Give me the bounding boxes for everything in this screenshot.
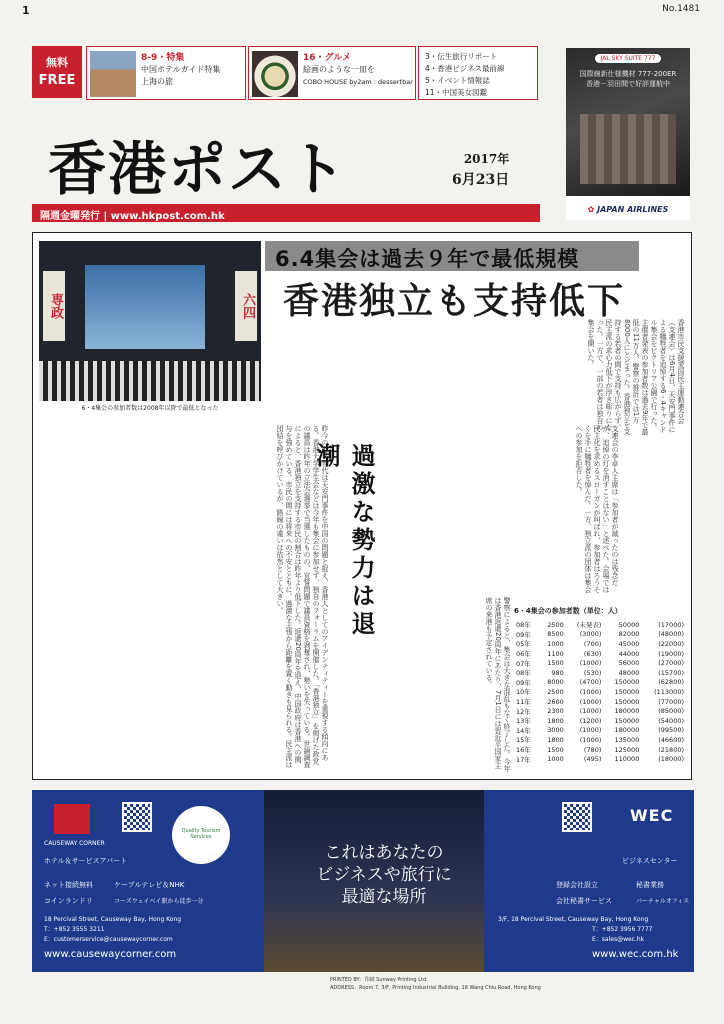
free-badge-jp: 無料 [46,56,68,69]
body-column: 警察によると、集会は大きな混乱もなく終了した。今年は香港返還20周年にあたり、7月1日には習近平国家主席の来港も予定されている。 [485,597,511,772]
hotel-photo-icon [90,51,136,97]
table-cell: (1000) [579,659,602,668]
table-cell: 150000 [614,687,640,696]
table-cell: (77000) [658,697,684,706]
table-cell: (1000) [579,687,602,696]
table-row [514,678,686,688]
masthead-logo: 香港ポスト [48,135,349,203]
table-row [514,639,686,649]
qr-code-icon[interactable] [562,802,592,832]
table-cell: 50000 [618,620,640,629]
banner-left: 専政 [43,271,65,341]
table-cell: (18000) [658,755,684,764]
ad-tagline [294,842,474,908]
tagline-line: これはあなたの [324,843,444,863]
story-kicker: 6.4集会は過去９年で最低規模 [265,241,639,271]
index-item[interactable]: 4・香港ビジネス最前線 [425,64,505,73]
teaser-gourmet[interactable] [248,46,416,100]
story-subhead: 過激な勢力は退潮 [312,443,376,639]
left-service: コーズウェイベイ駅から徒歩一分 [114,898,204,905]
bottom-advertisement[interactable] [32,790,694,972]
table-cell: 180000 [614,726,640,735]
free-badge [32,46,82,98]
table-cell: (54000) [658,716,684,725]
table-cell: 8000 [547,678,564,687]
table-cell: 82000 [618,630,640,639]
table-cell: 08年 [516,621,531,630]
table-cell: 09年 [516,678,531,687]
table-cell: (1200) [579,716,602,725]
index-item[interactable]: 5・イベント情報誌 [425,76,490,85]
crowd [39,361,261,401]
table-cell: (17000) [658,620,684,629]
table-cell: 1500 [547,659,564,668]
teaser-line: COBO HOUSE by2am : dessertbar [303,78,413,86]
banner-right: 六四 [235,271,257,341]
table-row [514,620,686,630]
left-service: ネット接続無料 [44,881,93,889]
jal-advertisement[interactable] [566,48,690,220]
participation-table [514,620,686,764]
table-cell: (495) [583,755,602,764]
table-cell: (780) [583,745,602,754]
table-cell: 125000 [614,745,640,754]
lead-text: 香港市民支援愛国民主運動連合会（支連会）は6月4日、天安門事件による犠牲者を追悼する6・4キャンドル集会をビクトリア公園で行った。主催者発表の参加者数は過去9年で最低の11万人、警察の推計では1万8000人にとどまった。香港独立を支持する若者の間で支持も広がらず、民主派の求心力低下が浮き彫りになった。一方で、一部の若者は独自の集会を開いた。 [587,319,685,436]
teaser-line: 絵画のような一皿を [303,65,375,74]
dessert-photo-icon [252,51,298,97]
table-cell: (19000) [658,649,684,658]
left-brand: CAUSEWAY CORNER [44,840,105,847]
index-box [418,46,538,100]
table-cell: 12年 [516,707,531,716]
teaser-pages: 8-9・特集 [141,53,185,63]
table-cell: (62800) [658,678,684,687]
jal-brand-name: JAPAN AIRLINES [597,205,669,214]
teaser-line: 上海の旅 [141,77,173,86]
table-cell: 13年 [516,717,531,726]
table-cell: 1800 [547,735,564,744]
left-url[interactable]: www.causewaycorner.com [44,949,177,960]
table-cell: 14年 [516,726,531,735]
table-row [514,706,686,716]
teaser-line: 中国ホテルガイド特集 [141,65,221,74]
table-cell: 2600 [547,697,564,706]
table-cell: 08年 [516,669,531,678]
table-cell: 2500 [547,620,564,629]
table-cell: 45000 [618,639,640,648]
table-cell: 11年 [516,698,531,707]
right-address: 3/F, 18 Percival Street, Causeway Bay, Hong Kong [498,916,649,923]
table-cell: (未発表) [576,621,602,630]
table-cell: 1000 [547,755,564,764]
table-cell: 8500 [547,630,564,639]
left-address: 18 Percival Street, Causeway Bay, Hong Kong [44,916,182,923]
qr-code-icon[interactable] [122,802,152,832]
table-cell: 3000 [547,726,564,735]
table-cell: (48000) [658,630,684,639]
table-row [514,735,686,745]
table-cell: 2500 [547,687,564,696]
table-cell: (99500) [658,726,684,735]
table-row [514,687,686,697]
right-url[interactable]: www.wec.com.hk [592,949,679,960]
table-row [514,630,686,640]
table-cell: 150000 [614,697,640,706]
masthead-bar[interactable]: 隔週金曜発行 | www.hkpost.com.hk [32,204,540,222]
right-service: 秘書業務 [636,881,664,889]
table-cell: (27000) [658,659,684,668]
right-email: E：sales@wec.hk [592,936,645,943]
table-cell: (3000) [579,630,602,639]
table-cell: 17年 [516,755,531,764]
table-cell: 56000 [618,659,640,668]
jal-badge: JAL SKY SUITE 777 [595,54,662,63]
table-cell: 1000 [547,639,564,648]
stage-screen [85,265,205,349]
table-cell: 2300 [547,707,564,716]
table-cell: (1000) [579,735,602,744]
jal-caption: 国際線新仕様機材 777-200ER [579,70,677,78]
table-cell: 180000 [614,707,640,716]
issue-monthday: 6月23日 [452,172,510,188]
table-cell: (21800) [658,745,684,754]
table-cell: 15年 [516,736,531,745]
table-cell: (46600) [658,735,684,744]
table-cell: (1000) [579,707,602,716]
table-cell: (22000) [658,639,684,648]
jal-brand [566,205,690,214]
table-row [514,668,686,678]
table-cell: (15700) [658,668,684,677]
rally-photo [39,241,261,401]
free-badge-en: FREE [38,73,76,88]
table-row [514,716,686,726]
participation-table-title: 6・4集会の参加者数（単位：人） [514,607,622,615]
table-cell: 1800 [547,716,564,725]
table-cell: 48000 [618,668,640,677]
table-cell: (530) [583,668,602,677]
body-column: 支連会の李卓人主席は「参加者が減ったのは残念だが、追悼の灯を消すことはない」と述べた。会場では民主化を求めるスローガンが叫ばれ、参加者はろうそくを手に犠牲者を悼んだ。一方、独立派の団体は集会への参加を拒否した。 [575,425,619,593]
table-cell: 1100 [547,649,564,658]
table-row [514,649,686,659]
table-cell: 07年 [516,659,531,668]
left-service: コインランドリ [44,897,93,905]
table-row [514,697,686,707]
photo-caption: 6・4集会の参加者数は2008年以降で最低となった [81,405,219,412]
footer-address: ADDRESS：Room 7, 3/F, Printing Industrial Building, 18 Wang Chiu Road, Hong Kong [330,985,541,991]
tagline-line: ビジネスや旅行に [316,865,452,885]
table-cell: (630) [583,649,602,658]
table-cell: 06年 [516,650,531,659]
table-cell: 1500 [547,745,564,754]
left-label: ホテル＆サービスアパート [44,857,128,865]
table-cell: (700) [583,639,602,648]
left-tel: T：+852 3555 3211 [44,926,105,933]
index-item[interactable]: 3・伝生旅行リポート [425,52,498,61]
table-cell: 16年 [516,746,531,755]
teaser-pages: 16・グルメ [303,53,351,63]
page-number: 1 [22,4,30,17]
cabin-photo [566,48,690,196]
causeway-logo-icon [54,804,90,834]
table-cell: 05年 [516,640,531,649]
table-cell: 09年 [516,630,531,639]
right-service: バーチャルオフィス [636,898,690,905]
issue-number: No.1481 [662,4,700,14]
table-cell: (113000) [654,687,684,696]
table-cell: (1000) [579,697,602,706]
left-email: E：customerservice@causewaycorner.com [44,936,173,943]
teaser-travel[interactable] [86,46,246,100]
table-cell: 10年 [516,688,531,697]
table-cell: 150000 [614,716,640,725]
table-cell: 110000 [614,755,640,764]
right-tel: T：+852 3956 7777 [592,926,653,933]
jal-caption: 香港－羽田間で好評運航中 [586,80,670,88]
table-cell: 150000 [614,678,640,687]
crane-icon: ✿ [587,205,595,214]
right-service: 登録会社設立 [556,881,598,889]
index-item[interactable]: 11・中国美女図鑑 [425,88,488,97]
footer [330,976,700,992]
body-column: 昨今の若い世代は天安門事件を中国の問題と捉え、香港人としてのアイデンティティーを重視する傾向にある。香港大学学生会などは今年も集会に参加せず、独自のフォーラムを開催した。「香港独立」を掲げた政党の議員は昨年の立法会選挙で当選したものの、宣誓問題で議員資格を剥奪され、勢いを失っている。世論調査によると、香港独立を支持する市民の割合は昨年より低下した。返還20周年を迎え、中国政府は香港への関与を強めている。市民の間には将来への不安とともに、過激な主張から距離を置く動きも見られる。民主派は団結を呼びかけているが、路線の違いは依然として大きい。 [276,425,329,768]
table-cell: 135000 [614,735,640,744]
story-headline: 香港独立も支持低下 [283,280,626,322]
right-label: ビジネスセンター [622,857,678,865]
table-cell: (85000) [658,707,684,716]
table-row [514,726,686,736]
footer-printer: PRINTED BY：印刷 Sunway Printing Ltd. [330,977,428,983]
seat-image [580,114,676,184]
right-service: 会社秘書サービス [556,897,612,905]
table-row [514,754,686,764]
issue-year: 2017年 [463,152,510,166]
table-cell: 980 [551,668,564,677]
quality-seal: Quality Tourism Services [172,806,230,864]
left-service: ケーブルテレビ＆NHK [114,881,185,889]
issue-date [452,150,509,189]
table-row [514,658,686,668]
table-cell: (1000) [579,726,602,735]
table-cell: 44000 [618,649,640,658]
wec-logo: WEC [630,806,674,825]
tagline-line: 最適な場所 [341,887,427,907]
table-cell: (4700) [579,678,602,687]
table-row [514,745,686,755]
